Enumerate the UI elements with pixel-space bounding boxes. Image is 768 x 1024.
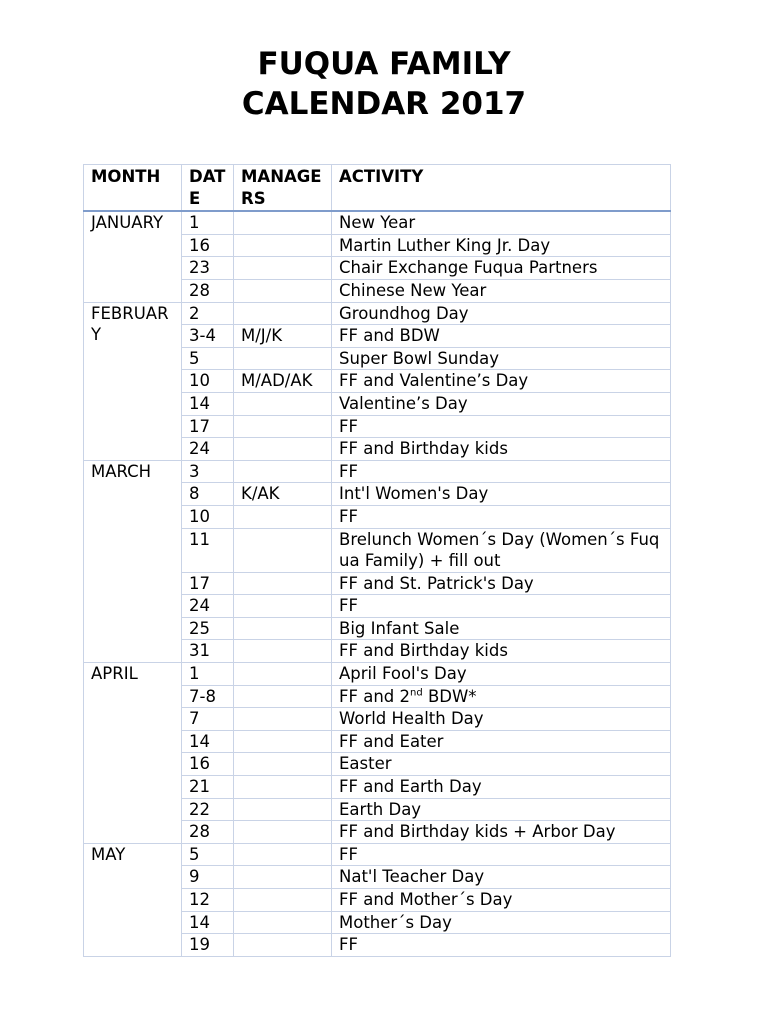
date-cell: 31 [182,640,234,663]
managers-cell [234,279,332,302]
date-cell: 11 [182,528,234,572]
activity-cell: FF [332,595,671,618]
date-cell: 5 [182,843,234,866]
header-month: MONTH [84,165,182,212]
activity-cell: FF [332,460,671,483]
date-cell: 19 [182,934,234,957]
activity-cell: FF and Earth Day [332,776,671,799]
activity-cell: FF and BDW [332,325,671,348]
activity-text-tail: BDW* [422,686,477,706]
date-cell: 3 [182,460,234,483]
activity-cell: Martin Luther King Jr. Day [332,234,671,257]
date-cell: 8 [182,483,234,506]
activity-cell: Mother´s Day [332,911,671,934]
month-cell: JANUARY [84,211,182,302]
activity-cell: April Fool's Day [332,663,671,686]
managers-cell [234,821,332,844]
managers-cell: M/AD/AK [234,370,332,393]
table-row [84,663,671,686]
managers-cell [234,753,332,776]
date-cell: 14 [182,911,234,934]
activity-superscript: nd [410,687,423,699]
managers-cell [234,438,332,461]
calendar-table [83,164,671,957]
date-cell: 25 [182,617,234,640]
managers-cell [234,776,332,799]
managers-cell [234,843,332,866]
activity-cell: FF and Birthday kids + Arbor Day [332,821,671,844]
date-cell: 1 [182,663,234,686]
managers-cell [234,708,332,731]
activity-cell: FF and Valentine’s Day [332,370,671,393]
managers-cell [234,866,332,889]
activity-cell: FF [332,505,671,528]
activity-cell: Chair Exchange Fuqua Partners [332,257,671,280]
activity-cell: FF and Birthday kids [332,640,671,663]
managers-cell [234,889,332,912]
month-cell: APRIL [84,663,182,844]
activity-cell: FF [332,843,671,866]
managers-cell [234,460,332,483]
activity-cell: New Year [332,211,671,234]
managers-cell [234,730,332,753]
managers-cell [234,415,332,438]
activity-text: FF and 2 [339,686,411,706]
activity-cell: FF [332,415,671,438]
managers-cell [234,934,332,957]
activity-cell: Easter [332,753,671,776]
date-cell: 24 [182,595,234,618]
managers-cell [234,234,332,257]
activity-cell: Valentine’s Day [332,392,671,415]
date-cell: 10 [182,370,234,393]
date-cell: 5 [182,347,234,370]
date-cell: 17 [182,415,234,438]
date-cell: 7 [182,708,234,731]
table-row [84,302,671,325]
date-cell: 16 [182,753,234,776]
date-cell: 12 [182,889,234,912]
date-cell: 2 [182,302,234,325]
managers-cell [234,663,332,686]
managers-cell: K/AK [234,483,332,506]
activity-cell: Brelunch Women´s Day (Women´s Fuqua Family) + fill out [332,528,671,572]
activity-cell: FF and Mother´s Day [332,889,671,912]
date-cell: 1 [182,211,234,234]
managers-cell [234,911,332,934]
activity-cell: Int'l Women's Day [332,483,671,506]
activity-cell [332,685,671,708]
month-cell: MAY [84,843,182,956]
activity-cell: Chinese New Year [332,279,671,302]
activity-cell: FF and Eater [332,730,671,753]
managers-cell [234,528,332,572]
date-cell: 24 [182,438,234,461]
activity-cell: Nat'l Teacher Day [332,866,671,889]
managers-cell [234,572,332,595]
header-activity: ACTIVITY [332,165,671,212]
managers-cell [234,257,332,280]
date-cell: 10 [182,505,234,528]
date-cell: 21 [182,776,234,799]
managers-cell [234,798,332,821]
date-cell: 3-4 [182,325,234,348]
managers-cell [234,347,332,370]
activity-cell: FF and St. Patrick's Day [332,572,671,595]
activity-cell: World Health Day [332,708,671,731]
table-row [84,843,671,866]
managers-cell [234,640,332,663]
activity-cell: FF [332,934,671,957]
calendar-body [84,211,671,956]
managers-cell: M/J/K [234,325,332,348]
managers-cell [234,392,332,415]
document-title [0,44,768,124]
table-row [84,460,671,483]
managers-cell [234,302,332,325]
managers-cell [234,617,332,640]
title-line-1: FUQUA FAMILY [257,46,511,82]
activity-cell: Big Infant Sale [332,617,671,640]
managers-cell [234,685,332,708]
date-cell: 28 [182,279,234,302]
date-cell: 14 [182,730,234,753]
header-date: DATE [182,165,234,212]
activity-cell: Groundhog Day [332,302,671,325]
month-cell: FEBRUARY [84,302,182,460]
date-cell: 16 [182,234,234,257]
activity-cell: FF and Birthday kids [332,438,671,461]
date-cell: 17 [182,572,234,595]
date-cell: 23 [182,257,234,280]
date-cell: 9 [182,866,234,889]
activity-cell: Earth Day [332,798,671,821]
header-managers: MANAGERS [234,165,332,212]
date-cell: 22 [182,798,234,821]
date-cell: 28 [182,821,234,844]
managers-cell [234,505,332,528]
month-cell: MARCH [84,460,182,662]
managers-cell [234,211,332,234]
header-row [84,165,671,212]
date-cell: 7-8 [182,685,234,708]
title-line-2: CALENDAR 2017 [241,86,527,122]
managers-cell [234,595,332,618]
activity-cell: Super Bowl Sunday [332,347,671,370]
date-cell: 14 [182,392,234,415]
table-row [84,211,671,234]
